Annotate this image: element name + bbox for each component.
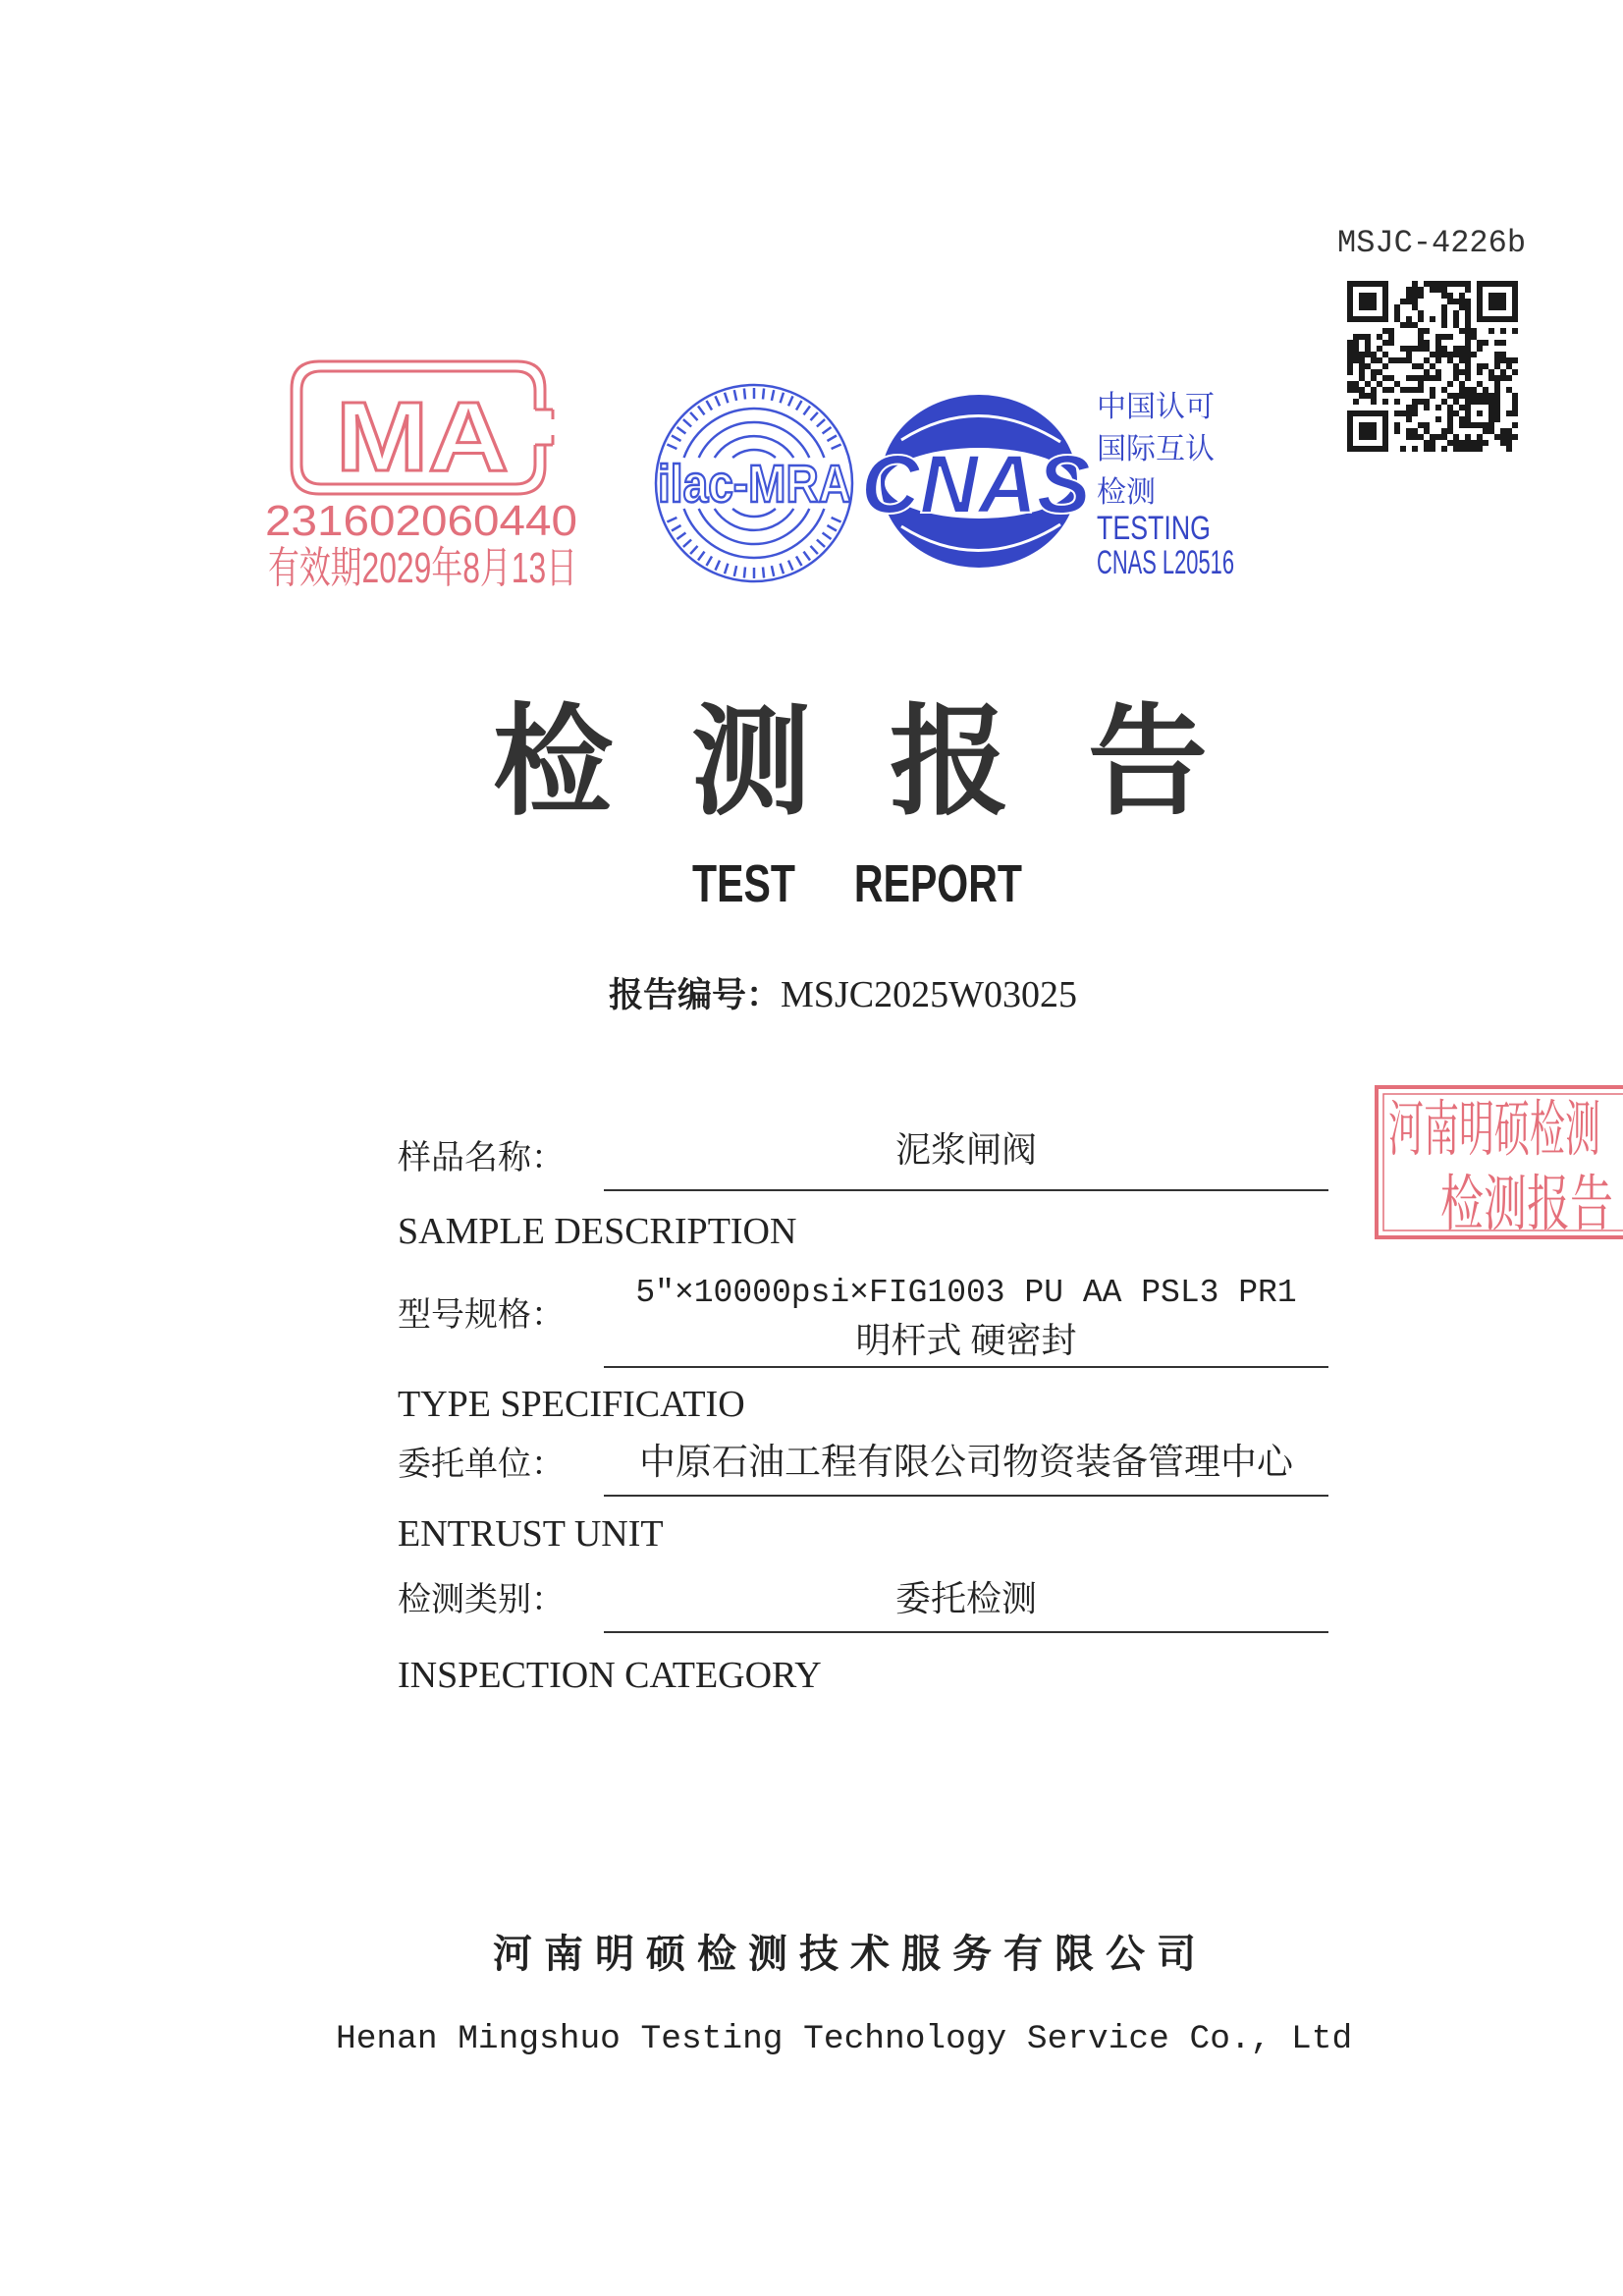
type-specification-label: TYPE SPECIFICATIO: [398, 1384, 745, 1425]
ilac-mark: ilac-MRA: [658, 455, 851, 514]
cnas-line-4: TESTING: [1097, 510, 1211, 547]
cnas-logo: [860, 383, 1243, 589]
cnas-line-2: 国际互认: [1097, 432, 1215, 466]
report-number-value: MSJC2025W03025: [781, 974, 1077, 1015]
cma-logo: [260, 349, 594, 594]
ilac-mra-logo: [646, 378, 862, 589]
qr-code: [1347, 281, 1518, 452]
title-cn: 检测报告: [493, 690, 1286, 832]
type-spec-label: 型号规格：: [398, 1297, 565, 1334]
entrust-unit-en-label: ENTRUST UNIT: [398, 1513, 664, 1555]
cnas-line-5: CNAS L20516: [1097, 544, 1234, 581]
report-number: [609, 973, 1077, 1024]
entrust-unit-label: 委托单位：: [398, 1447, 565, 1483]
sample-name-value: 泥浆闸阀: [894, 1130, 1037, 1170]
stamp-line-1: 河南明硕检测: [1388, 1093, 1600, 1165]
inspection-category-value: 委托检测: [894, 1579, 1037, 1618]
type-spec-underline: [604, 1366, 1328, 1368]
entrust-unit-underline: [604, 1495, 1328, 1497]
cnas-line-3: 检测: [1097, 475, 1156, 510]
type-spec-value-line-2: 明杆式 硬密封: [855, 1321, 1077, 1360]
company-stamp: [1373, 1080, 1623, 1245]
inspection-category-en-label: INSPECTION CATEGORY: [398, 1655, 822, 1696]
sample-name-underline: [604, 1189, 1328, 1191]
footer-company-cn: 河南明硕检测技术服务有限公司: [493, 1932, 1208, 1977]
inspection-category-label: 检测类别：: [398, 1582, 565, 1618]
sample-description-label: SAMPLE DESCRIPTION: [398, 1211, 797, 1252]
sample-name-label: 样品名称：: [398, 1140, 565, 1176]
cma-number: 231602060440: [265, 497, 577, 545]
stamp-line-2: 检测报告: [1440, 1168, 1613, 1239]
cma-c-ends: [535, 410, 553, 445]
cnas-mark: CNAS: [861, 438, 1091, 530]
cnas-line-1: 中国认可: [1097, 390, 1215, 424]
cma-validity: 有效期2029年8月13日: [268, 544, 577, 592]
footer-company-en: Henan Mingshuo Testing Technology Service Co., Ltd: [336, 2020, 1353, 2058]
inspection-category-underline: [604, 1631, 1328, 1633]
document-code: MSJC-4226b: [1337, 225, 1527, 261]
entrust-unit-value: 中原石油工程有限公司物资装备管理中心: [639, 1443, 1293, 1483]
type-spec-value-line-1: 5″×10000psi×FIG1003 PU AA PSL3 PR1: [635, 1275, 1297, 1311]
cma-mark: MA: [336, 382, 509, 492]
title-en: TEST REPORT: [692, 854, 1022, 913]
report-number-label: 报告编号：: [609, 976, 782, 1014]
